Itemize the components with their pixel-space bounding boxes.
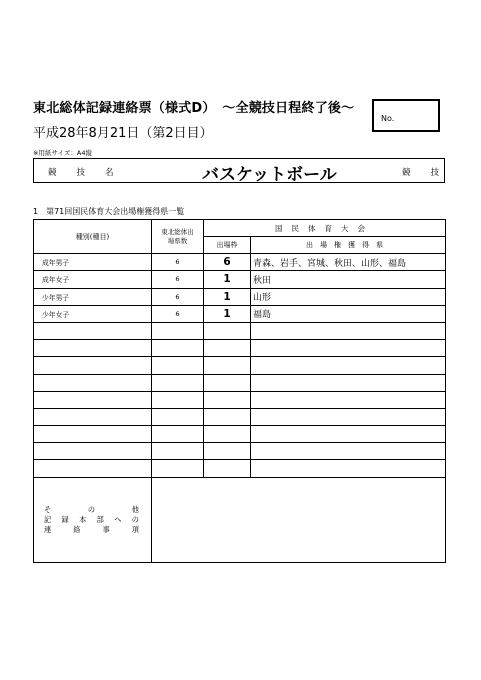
table-row — [34, 357, 446, 374]
table-row — [34, 426, 446, 443]
prefectures-cell[interactable] — [251, 408, 446, 425]
sport-name: バスケットボール — [202, 165, 337, 185]
slots-cell[interactable] — [204, 426, 251, 443]
event-cell[interactable] — [34, 374, 152, 391]
prefectures-cell[interactable]: 福島 — [251, 305, 446, 322]
event-cell[interactable] — [34, 408, 152, 425]
event-cell[interactable] — [34, 460, 152, 477]
slots-cell[interactable] — [204, 391, 251, 408]
table-row — [34, 340, 446, 357]
header-tohoku-quota — [152, 220, 204, 254]
count-cell[interactable] — [152, 426, 204, 443]
count-cell[interactable] — [152, 443, 204, 460]
slots-cell[interactable] — [204, 408, 251, 425]
sport-name-bar — [33, 158, 460, 185]
event-cell[interactable] — [34, 357, 152, 374]
prefectures-cell[interactable] — [251, 460, 446, 477]
count-cell[interactable] — [152, 391, 204, 408]
header-tohoku-quota-text: 東北総体出場県数 — [161, 227, 194, 245]
count-cell[interactable] — [152, 408, 204, 425]
table-row — [34, 322, 446, 339]
event-cell[interactable]: 成年女子 — [34, 271, 152, 288]
slots-cell[interactable] — [204, 322, 251, 339]
slots-cell[interactable]: 6 — [204, 254, 251, 271]
slots-cell[interactable] — [204, 460, 251, 477]
prefectures-cell[interactable] — [251, 426, 446, 443]
count-cell[interactable] — [152, 460, 204, 477]
table-row — [34, 254, 446, 271]
event-cell[interactable] — [34, 322, 152, 339]
table-row — [34, 305, 446, 322]
slots-cell[interactable]: 1 — [204, 305, 251, 322]
prefectures-cell[interactable] — [251, 443, 446, 460]
slots-cell[interactable]: 1 — [204, 271, 251, 288]
section-title: 1 第71回国民体育大会出場権獲得県一覧 — [33, 207, 185, 216]
event-cell[interactable] — [34, 391, 152, 408]
sport-left-label: 競技名 — [48, 168, 134, 178]
event-cell[interactable]: 少年男子 — [34, 288, 152, 305]
table-row — [34, 443, 446, 460]
count-cell[interactable] — [152, 340, 204, 357]
count-cell[interactable] — [152, 357, 204, 374]
header-kokutai: 国民体育大会 — [204, 220, 446, 237]
date-line: 平成28年8月21日（第2日目） — [33, 126, 213, 141]
remarks-line-1: そ の 他 — [44, 504, 139, 514]
slots-cell[interactable]: 1 — [204, 288, 251, 305]
table-row — [34, 374, 446, 391]
table-row — [34, 408, 446, 425]
table-row — [34, 460, 446, 477]
event-cell[interactable]: 成年男子 — [34, 254, 152, 271]
slots-cell[interactable] — [204, 374, 251, 391]
table-row — [34, 391, 446, 408]
header-prefectures: 出場権獲得県 — [251, 237, 446, 254]
event-cell[interactable] — [34, 426, 152, 443]
prefectures-cell[interactable]: 秋田 — [251, 271, 446, 288]
event-cell[interactable]: 少年女子 — [34, 305, 152, 322]
remarks-line-3: 連 絡 事 項 — [44, 524, 139, 534]
slots-cell[interactable] — [204, 340, 251, 357]
slots-cell[interactable] — [204, 443, 251, 460]
prefectures-cell[interactable] — [251, 340, 446, 357]
number-label: No. — [381, 114, 395, 123]
prefectures-cell[interactable]: 山形 — [251, 288, 446, 305]
prefectures-cell[interactable] — [251, 374, 446, 391]
number-box[interactable] — [372, 99, 440, 132]
form-title: 東北総体記録連絡票（様式D） ～全競技日程終了後～ — [33, 101, 355, 116]
remarks-line-2: 記 録 本 部 へ の — [44, 514, 139, 524]
qualification-table — [33, 219, 446, 563]
slots-cell[interactable] — [204, 357, 251, 374]
table-row — [34, 271, 446, 288]
count-cell[interactable]: 6 — [152, 271, 204, 288]
paper-size-note: ※用紙サイズ：A4縦 — [33, 149, 93, 157]
count-cell[interactable] — [152, 374, 204, 391]
prefectures-cell[interactable]: 青森、岩手、宮城、秋田、山形、福島 — [251, 254, 446, 271]
prefectures-cell[interactable] — [251, 391, 446, 408]
prefectures-cell[interactable] — [251, 357, 446, 374]
header-slots: 出場枠 — [204, 237, 251, 254]
count-cell[interactable]: 6 — [152, 254, 204, 271]
remarks-field[interactable] — [152, 477, 446, 562]
event-cell[interactable] — [34, 443, 152, 460]
count-cell[interactable] — [152, 322, 204, 339]
prefectures-cell[interactable] — [251, 322, 446, 339]
header-event: 種別(種目) — [34, 220, 152, 254]
count-cell[interactable]: 6 — [152, 305, 204, 322]
count-cell[interactable]: 6 — [152, 288, 204, 305]
table-row — [34, 288, 446, 305]
event-cell[interactable] — [34, 340, 152, 357]
sport-right-label: 競技 — [402, 168, 460, 178]
remarks-label — [34, 477, 152, 562]
